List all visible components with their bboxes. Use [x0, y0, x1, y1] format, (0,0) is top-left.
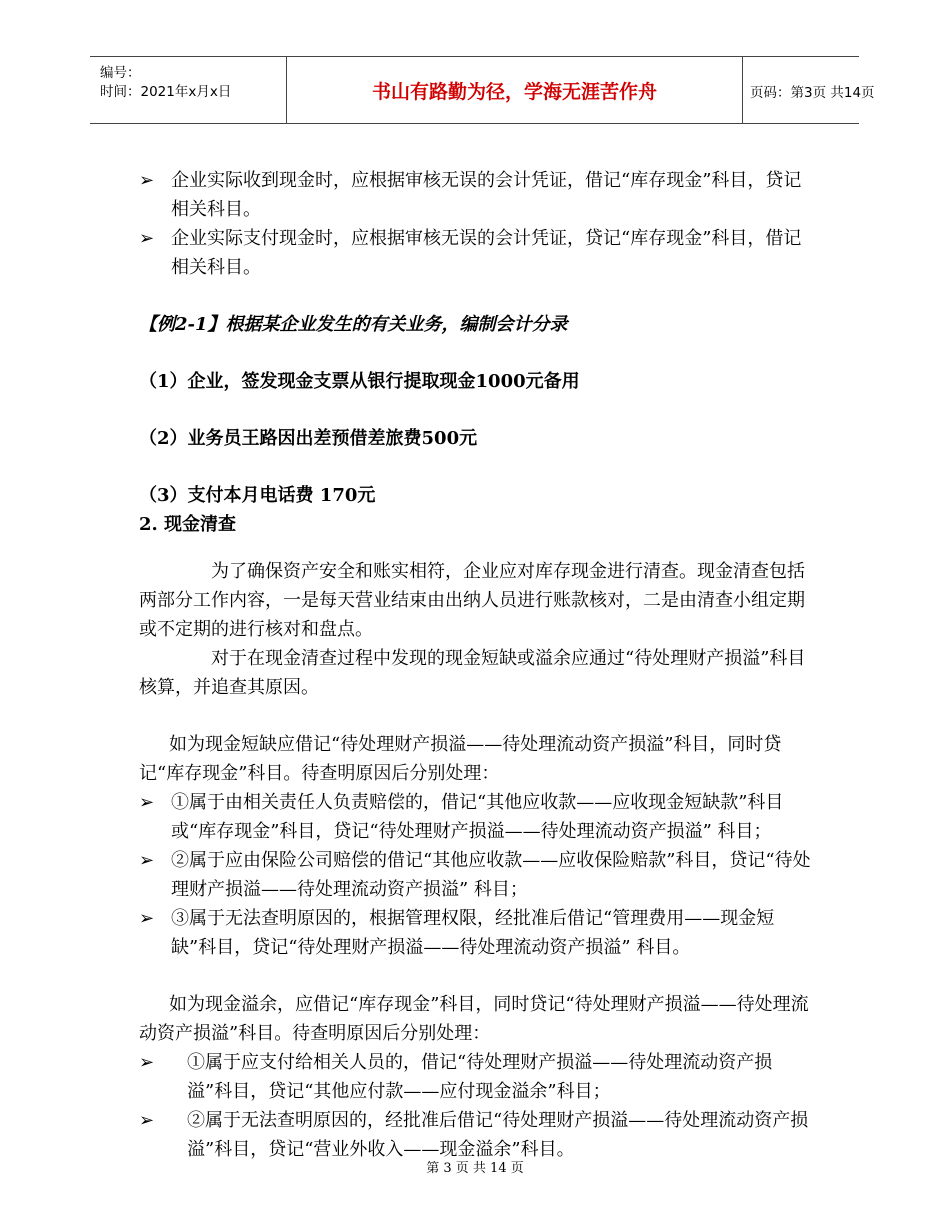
paragraph: 如为现金溢余，应借记“库存现金”科目，同时贷记“待处理财产损溢——待处理流动资产损溢”科目。待查明原因后分别处理： [139, 994, 809, 1044]
time-label: 时间：2021年x月x日 [100, 84, 232, 100]
page-header [90, 56, 875, 124]
bullet-arrow-icon: ➢ [139, 170, 155, 191]
paragraph: 为了确保资产安全和账实相符，企业应对库存现金进行清查。现金清查包括两部分工作内容，一是每天营业结束由出纳人员进行账款核对，二是由清查小组定期或不定期的进行核对和盘点。 [139, 561, 805, 640]
list-item [139, 166, 811, 224]
paragraph: 如为现金短缺应借记“待处理财产损溢——待处理流动资产损溢”科目，同时贷记“库存现金”科目。待查明原因后分别处理： [139, 734, 782, 784]
page-footer: 第 3 页 共 14 页 [426, 1161, 524, 1176]
document-body [139, 166, 811, 1164]
page-info: 页码：第3页 共14页 [750, 85, 875, 101]
bullet-text: 企业实际收到现金时，应根据审核无误的会计凭证，借记“库存现金”科目，贷记相关科目。 [171, 170, 802, 220]
header-page-cell [742, 57, 875, 123]
bullet-arrow-icon: ➢ [139, 1052, 155, 1073]
bullet-arrow-icon: ➢ [139, 850, 155, 871]
paragraph: 对于在现金清查过程中发现的现金短缺或溢余应通过“待处理财产损溢”科目核算，并追查其原因。 [139, 648, 806, 698]
bullet-text: ②属于应由保险公司赔偿的借记“其他应收款——应收保险赔款”科目，贷记“待处理财产损溢——待处理流动资产损溢” 科目； [171, 850, 811, 900]
header-motto-cell [286, 57, 743, 123]
example-item-3: （3）支付本月电话费 170元 [139, 485, 376, 506]
number-label: 编号： [100, 65, 141, 81]
header-meta-cell [90, 57, 286, 123]
list-item [139, 846, 811, 904]
bullet-text: 企业实际支付现金时，应根据审核无误的会计凭证，贷记“库存现金”科目，借记相关科目。 [171, 228, 802, 278]
bullet-arrow-icon: ➢ [139, 792, 155, 813]
list-item [139, 224, 811, 282]
bullet-arrow-icon: ➢ [139, 1110, 155, 1131]
bullet-arrow-icon: ➢ [139, 908, 155, 929]
list-item [139, 904, 811, 962]
bullet-text: ③属于无法查明原因的，根据管理权限，经批准后借记“管理费用——现金短缺”科目，贷记“待处理财产损溢——待处理流动资产损溢” 科目。 [171, 908, 775, 958]
motto-text: 书山有路勤为径，学海无涯苦作舟 [371, 81, 657, 103]
example-item-2: （2）业务员王路因出差预借差旅费500元 [139, 428, 478, 449]
list-item [139, 1048, 811, 1106]
list-item [139, 1106, 811, 1164]
bullet-text: ①属于由相关责任人负责赔偿的，借记“其他应收款——应收现金短缺款”科目或“库存现金”科目，贷记“待处理财产损溢——待处理流动资产损溢” 科目； [171, 792, 784, 842]
bullet-text: ②属于无法查明原因的，经批准后借记“待处理财产损溢——待处理流动资产损溢”科目，贷记“营业外收入——现金溢余”科目。 [187, 1110, 809, 1160]
example-item-1: （1）企业，签发现金支票从银行提取现金1000元备用 [139, 371, 580, 392]
example-heading: 【例2-1】根据某企业发生的有关业务，编制会计分录 [139, 314, 568, 335]
bullet-text: ①属于应支付给相关人员的，借记“待处理财产损溢——待处理流动资产损溢”科目，贷记“其他应付款——应付现金溢余”科目； [187, 1052, 773, 1102]
bullet-arrow-icon: ➢ [139, 228, 155, 249]
section-heading: 2. 现金清查 [139, 514, 237, 535]
list-item [139, 788, 811, 846]
